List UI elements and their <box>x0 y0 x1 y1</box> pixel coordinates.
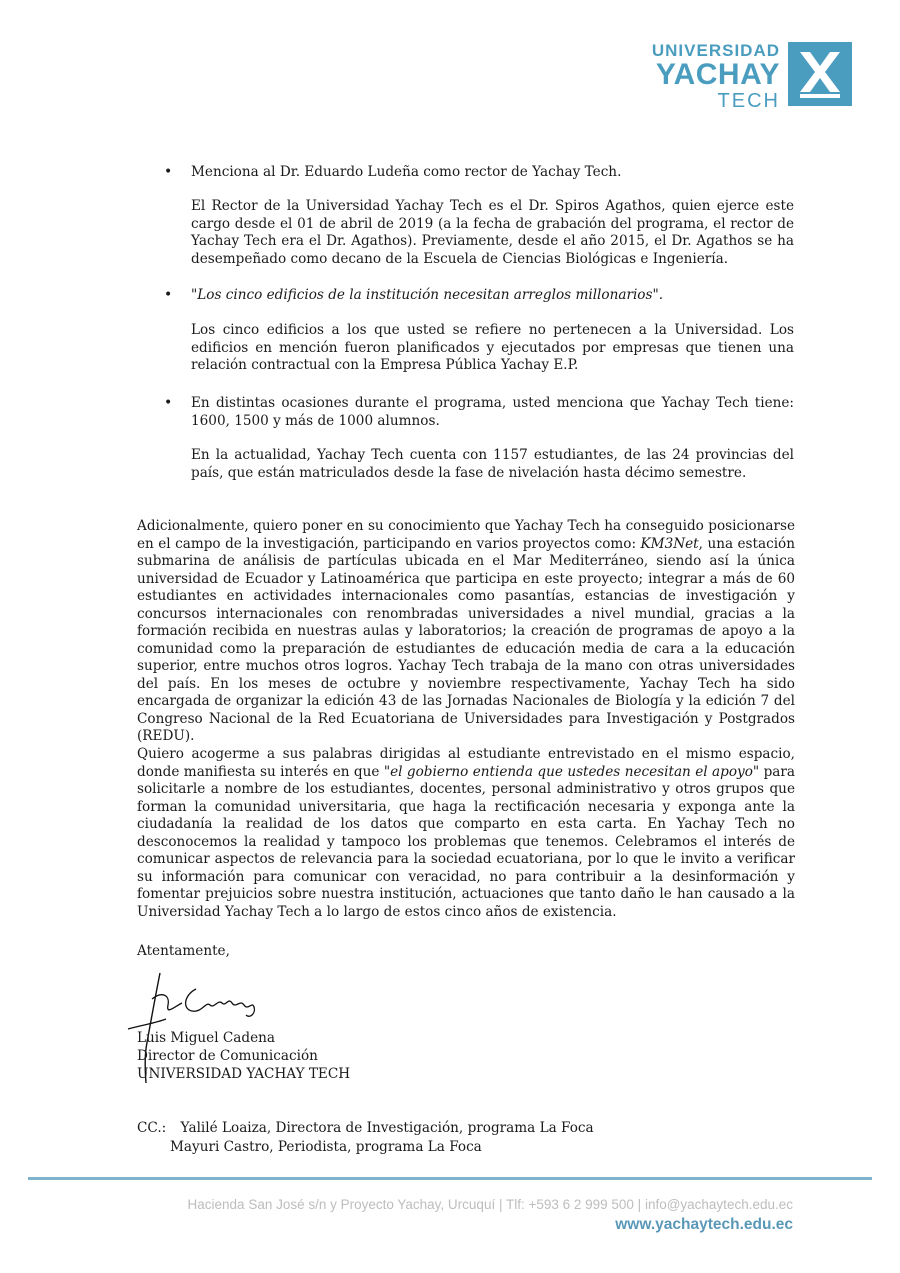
bullet-response-2: Los cinco edificios a los que usted se refiere no pertenecen a la Universidad. Los edificios en mención fueron planificados y ejecutados por empresas que tienen una relación contractual con la Empresa Pública Yachay E.P. <box>191 322 794 373</box>
paragraph-research-end: , una estación submarina de análisis de partículas ubicada en el Mar Mediterráneo, siendo así la única universidad de Ecuador y Latinoamérica que participa en este proyecto; integrar a más de 60 estudiantes en actividades internacionales como pasantías, estancias de investigación y concursos internacionales con renombradas universidades a nivel mundial, gracias a la formación recibida en nuestras aulas y laboratorios; la creación de programas de apoyo a la comunidad como la preparación de estudiantes de educación media de cara a la educación superior, entre muchos otros logros. Yachay Tech trabaja de la mano con otras universidades del país. En los meses de octubre y noviembre respectivamente, Yachay Tech ha sido encargada de organizar la edición 43 de las Jornadas Nacionales de Biología y la edición 7 del Congreso Nacional de la Red Ecuatoriana de Universidades para Investigación y Postgrados (REDU). <box>137 535 796 744</box>
paragraph-request-start: Quiero acogerme a sus palabras dirigidas al estudiante entrevistado en el mismo espacio, donde manifiesta su interés en que <box>137 746 795 780</box>
logo-line-tech: TECH <box>717 90 780 112</box>
bullet-marker: • <box>164 164 173 180</box>
logo-line-yachay: YACHAY <box>655 58 780 91</box>
paragraph-research <box>137 518 795 746</box>
quoted-statement: "el gobierno entienda que ustedes necesitan el apoyo" <box>383 763 760 780</box>
paragraph-request-end: para solicitarle a nombre de los estudiantes, docentes, personal administrativo y otros grupos que forman la comunidad universitaria, que haga la rectificación necesaria y exponga ante la ciudadanía la realidad de los datos que comparto en esta carta. En Yachay Tech no desconocemos la realidad y tampoco los problemas que tenemos. Celebramos el interés de comunicar aspectos de relevancia para la sociedad ecuatoriana, por lo que le invito a verificar su información para comunicar con veracidad, no para contribuir a la desinformación y fomentar prejuicios sobre nuestra institución, actuaciones que tanto daño le han causado a la Universidad Yachay Tech a lo largo de estos cinco años de existencia. <box>137 763 795 920</box>
bullet-response-1: El Rector de la Universidad Yachay Tech es el Dr. Spiros Agathos, quien ejerce este cargo desde el 01 de abril de 2019 (a la fecha de grabación del programa, el rector de Yachay Tech era el Dr. Agathos). Previamente, desde el año 2015, el Dr. Agathos se ha desempeñado como decano de la Escuela de Ciencias Biológicas e Ingeniería. <box>191 198 794 267</box>
logo-wordmark <box>652 42 780 111</box>
logo-mark-icon <box>788 42 852 106</box>
bullet-marker: • <box>164 287 173 303</box>
logo-line-universidad: UNIVERSIDAD <box>651 41 780 60</box>
project-name-km3net: KM3Net <box>640 535 699 552</box>
paragraph-request <box>137 746 795 921</box>
paragraph-research-start: Adicionalmente, quiero poner en su conocimiento que Yachay Tech ha conseguido posicionarse en el campo de la investigación, participando en varios proyectos como: <box>137 518 795 552</box>
signer-role: Director de Comunicación <box>137 1048 318 1064</box>
cc-recipient-2: Mayuri Castro, Periodista, programa La Foca <box>170 1139 482 1155</box>
footer-address: Hacienda San José s/n y Proyecto Yachay, Urcuquí | Tlf: +593 6 2 999 500 | info@yachaytech.edu.ec <box>187 1197 793 1212</box>
cc-block <box>137 1120 795 1138</box>
signer-name: Luis Miguel Cadena <box>137 1030 275 1046</box>
university-logo <box>652 42 852 111</box>
closing-salutation: Atentamente, <box>137 943 230 959</box>
footer-divider <box>28 1177 872 1180</box>
cc-label: CC.: <box>137 1120 167 1136</box>
bullet-claim-1: Menciona al Dr. Eduardo Ludeña como rector de Yachay Tech. <box>191 164 622 180</box>
signer-organization: UNIVERSIDAD YACHAY TECH <box>137 1066 351 1082</box>
bullet-claim-3: En distintas ocasiones durante el programa, usted menciona que Yachay Tech tiene: 1600, 1500 y más de 1000 alumnos. <box>191 395 794 429</box>
bullet-marker: • <box>164 395 173 411</box>
bullet-response-3: En la actualidad, Yachay Tech cuenta con 1157 estudiantes, de las 24 provincias del país, que están matriculados desde la fase de nivelación hasta décimo semestre. <box>191 447 794 481</box>
cc-recipient-1: Yalilé Loaiza, Directora de Investigación, programa La Foca <box>180 1120 594 1136</box>
bullet-claim-2: "Los cinco edificios de la institución necesitan arreglos millonarios". <box>191 287 664 303</box>
footer-website-link[interactable]: www.yachaytech.edu.ec <box>615 1216 793 1233</box>
